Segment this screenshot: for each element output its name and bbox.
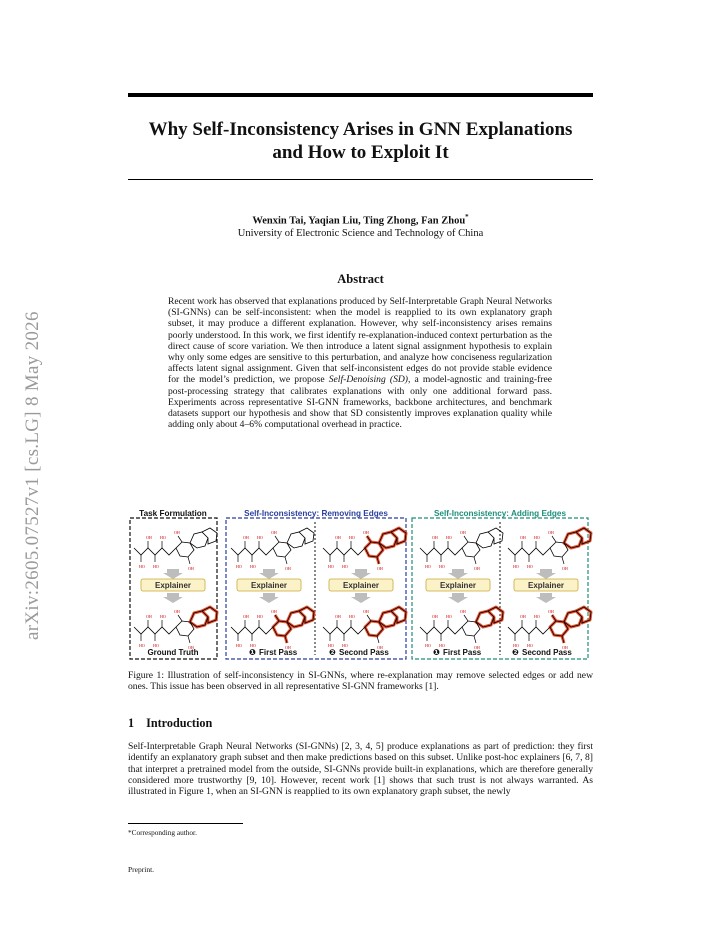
label-second-pass-add: Second Pass [522,648,572,657]
title-line-2: and How to Exploit It [272,142,449,163]
label-first-pass-add: First Pass [443,648,482,657]
author-block [128,211,593,240]
explainer-box-add-1 [426,579,490,591]
explainer-label: Explainer [250,581,288,590]
molecule-input-remove-1 [231,528,314,571]
abstract-method-name: Self-Denoising (SD) [328,374,408,386]
affiliation: University of Electronic Science and Technology of China [237,227,484,239]
molecule-input-remove-2 [323,528,406,571]
explainer-label: Explainer [154,581,192,590]
section-title: Introduction [146,716,213,730]
paper-title [128,118,593,164]
explainer-label: Explainer [527,581,565,590]
intro-paragraph: Self-Interpretable Graph Neural Networks (SI-GNNs) [2, 3, 4, 5] produce explanations as part of prediction: they first identify an explanatory graph subset and then make predictions based on this subset. Unlike post-hoc explainers [6, 7, 8] that interpret a pretrained model from the outside, SI-GNNs provide built-in explanations, which are therefore generally considered more trustworthy [9, 10]. However, recent work [1] shows that such trust is not always warranted. As illustrated in Figure 1, when an SI-GNN is reapplied to its own explanatory graph subset, the newly [128,741,593,798]
explainer-label: Explainer [342,581,380,590]
explainer-box-remove-1 [237,579,301,591]
num-1-icon: ❶ [249,648,256,657]
molecule-add-second-pass [508,607,591,650]
abstract-part-2: , a model-agnostic and training-free post-processing strategy that calibrates explanations with only one additional forward pass. Experiments across representative SI-GNN frameworks, backbone architectures, and benchmark datasets support our hypothesis and show that SD consistently improves explanation quality while adding only about 4–6% computational overhead in practice. [168,374,552,431]
figure-1 [128,507,593,665]
panel-title-task: Task Formulation [139,509,207,518]
section-heading [128,716,224,731]
arxiv-stamp: arXiv:2605.07527v1 [cs.LG] 8 May 2026 [22,311,43,640]
explainer-box-add-2 [514,579,578,591]
figure-1-diagram: HO HO OH HO OH OH Task Formulation Self-Inconsistency: Removing Edges Self-Inconsistency: Adding Edges Explainer Explainer Explainer Explainer Explainer Ground Truth ❶ First Pass ❷ Second Pass ❶ First Pass ❷ Second Pass [128,507,593,665]
title-top-rule [128,93,593,97]
arrow-down-icon [259,569,279,579]
footnote-rule [128,823,243,824]
abstract-heading: Abstract [337,272,384,286]
molecule-input-task [134,528,217,571]
molecule-ground-truth [134,607,217,650]
molecule-add-first-pass [420,607,503,650]
abstract-part-1: Recent work has observed that explanations produced by Self-Interpretable Graph Neural Networks (SI-GNNs) can be self-inconsistent: when the model is reapplied to its own explanatory graph subset, it may produce a different explanation. However, why self-inconsistency arises remains poorly understood. In this work, we first identify re-explanation-induced context perturbation as the direct cause of score variation. We then introduce a latent signal assignment hypothesis to explain why only some edges are sensitive to this perturbation, and analyze how conciseness regularization affects latent signal assignment. Given that self-inconsistent edges do not provide stable evidence for the model’s prediction, we propose [168,296,552,386]
label-ground-truth: Ground Truth [147,648,199,657]
explainer-box-remove-2 [329,579,393,591]
section-number: 1 [128,716,135,730]
explainer-label: Explainer [439,581,477,590]
arrow-down-icon [163,593,183,603]
title-line-1: Why Self-Inconsistency Arises in GNN Explanations [148,119,573,140]
figure-caption: Figure 1: Illustration of self-inconsistency in SI-GNNs, where re-explanation may remove selected edges or add new ones. This issue has been observed in all representative SI-GNN frameworks [1]. [128,670,593,693]
arrow-down-icon [448,593,468,603]
arrow-down-icon [351,593,371,603]
arrow-down-icon [163,569,183,579]
molecule-remove-second-pass [323,607,406,650]
molecule-input-add-1 [420,528,503,571]
label-second-pass-remove: Second Pass [339,648,389,657]
molecule-remove-first-pass [231,607,314,650]
arrow-down-icon [448,569,468,579]
preprint-label: Preprint. [128,865,155,874]
arrow-down-icon [536,569,556,579]
arrow-down-icon [351,569,371,579]
explainer-box-task [141,579,205,591]
panel-title-remove: Self-Inconsistency: Removing Edges [244,509,388,518]
molecule-input-add-2 [508,528,591,571]
footnote: *Corresponding author. [128,828,197,837]
num-2-icon: ❷ [512,648,519,657]
author-names: Wenxin Tai, Yaqian Liu, Ting Zhong, Fan Zhou [252,215,466,227]
arrow-down-icon [259,593,279,603]
panel-title-add: Self-Inconsistency: Adding Edges [433,509,567,518]
title-bottom-rule [128,179,593,180]
arrow-down-icon [536,593,556,603]
abstract-text [168,296,552,430]
num-2-icon: ❷ [329,648,336,657]
author-mark: * [465,213,469,221]
label-first-pass-remove: First Pass [259,648,298,657]
num-1-icon: ❶ [433,648,440,657]
